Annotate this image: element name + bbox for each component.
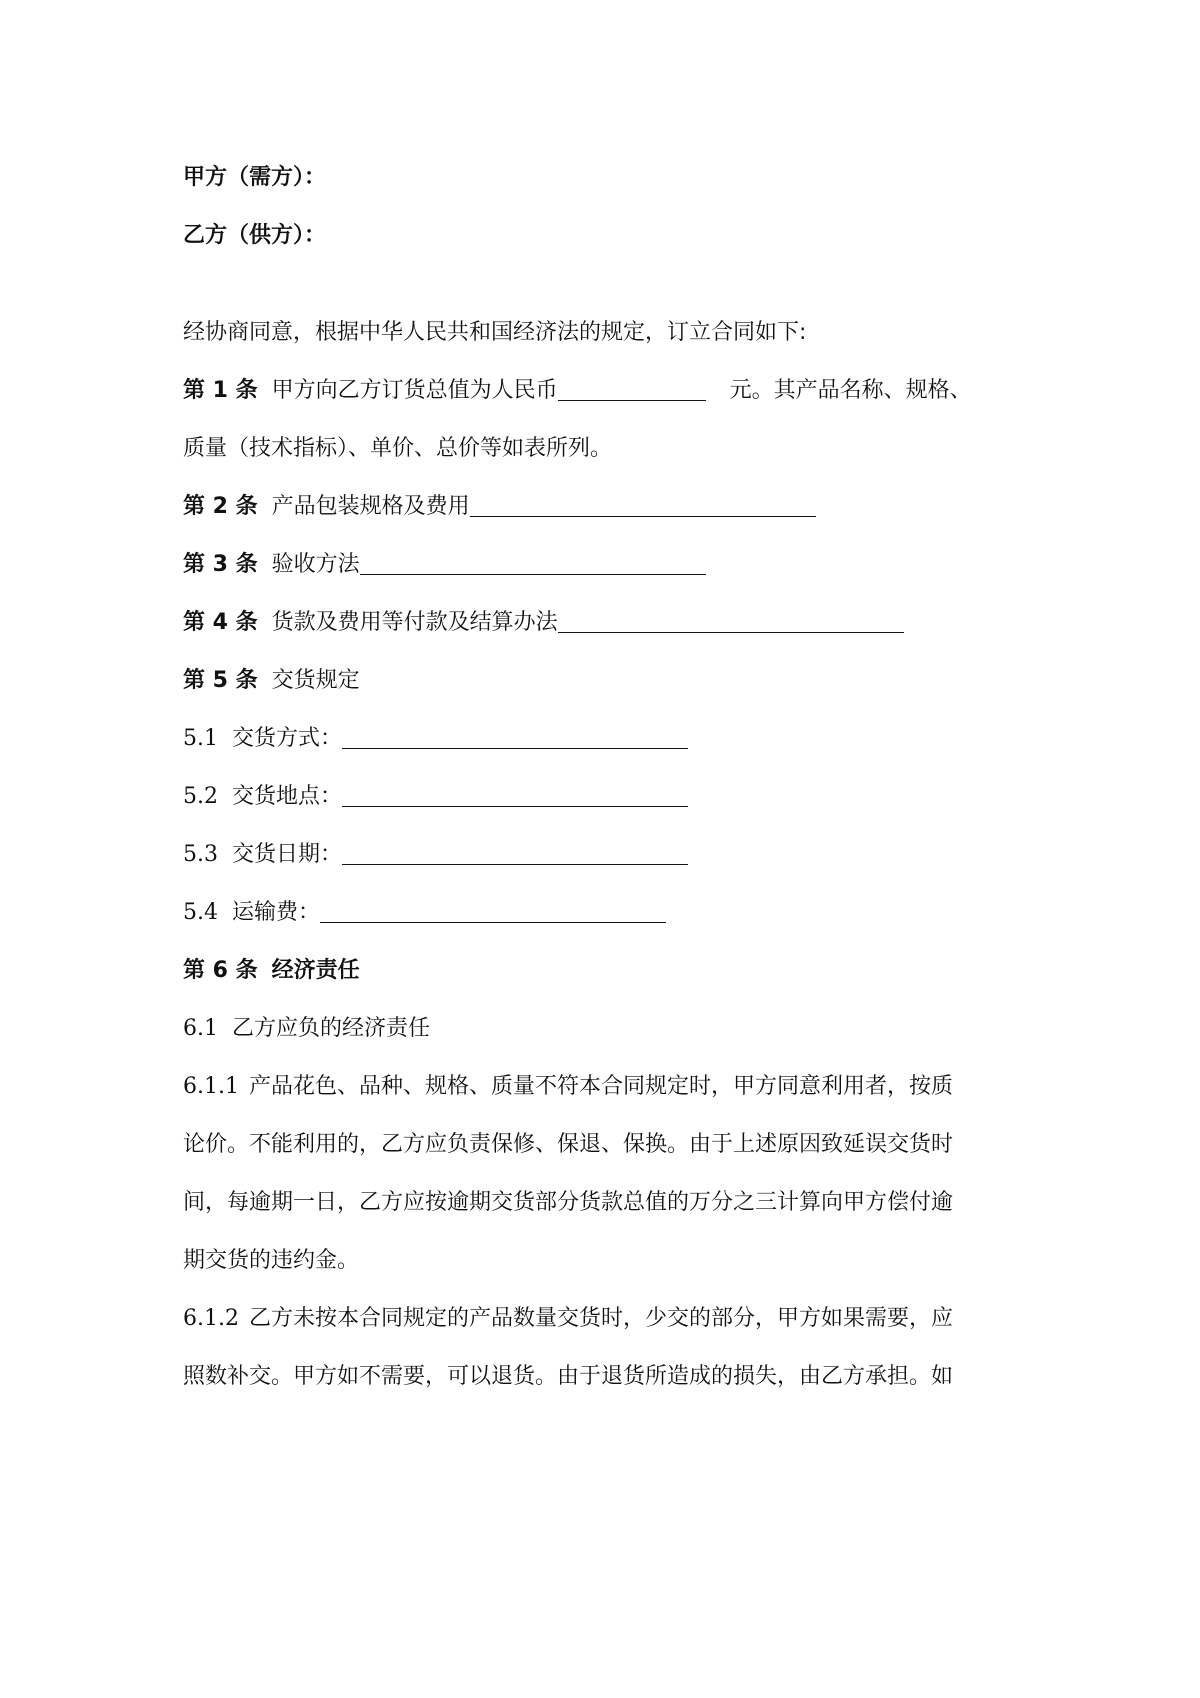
article-6-text: 经济责任 [271, 958, 360, 983]
inspection-method-blank[interactable] [360, 548, 706, 575]
article-5-label: 第 5 条 [183, 668, 258, 693]
delivery-date-label: 交货日期： [232, 842, 343, 867]
section-6-1-2-text: 乙方未按本合同规定的产品数量交货时，少交的部分，甲方如果需要，应 [248, 1306, 953, 1331]
article-3 [183, 545, 706, 585]
total-amount-blank[interactable] [558, 374, 706, 401]
shipping-fee [183, 893, 666, 933]
article-3-label: 第 3 条 [183, 552, 258, 577]
delivery-place-label: 交货地点： [232, 784, 343, 809]
shipping-fee-blank[interactable] [320, 896, 666, 923]
article-5 [183, 661, 360, 701]
article-4-label: 第 4 条 [183, 610, 258, 635]
article-2-label: 第 2 条 [183, 494, 258, 519]
seller-party-label: 乙方（供方）： [183, 223, 327, 248]
buyer-party-label: 甲方（需方）： [183, 165, 327, 190]
delivery-method-blank[interactable] [342, 722, 688, 749]
delivery-place-blank[interactable] [342, 780, 688, 807]
article-3-text: 验收方法 [271, 552, 360, 577]
shipping-fee-number: 5.4 [183, 900, 218, 925]
article-1-text-before: 甲方向乙方订货总值为人民币 [271, 378, 558, 403]
section-6-1-1-line: 论价。不能利用的，乙方应负责保修、保退、保换。由于上述原因致延误交货时 [183, 1132, 954, 1157]
delivery-place [183, 777, 688, 817]
article-1-text-after: 元。其产品名称、规格、 [729, 378, 972, 403]
article-6-label: 第 6 条 [183, 958, 258, 983]
delivery-method-label: 交货方式： [232, 726, 343, 751]
article-2-text: 产品包装规格及费用 [271, 494, 470, 519]
shipping-fee-label: 运输费： [232, 900, 321, 925]
section-6-1-2-line: 照数补交。甲方如不需要，可以退货。由于退货所造成的损失，由乙方承担。如 [183, 1364, 954, 1389]
section-6-1-2-number: 6.1.2 [183, 1306, 239, 1331]
section-6-1-1-line: 间，每逾期一日，乙方应按逾期交货部分货款总值的万分之三计算向甲方偿付逾 [183, 1190, 954, 1215]
article-1-continuation: 质量（技术指标）、单价、总价等如表所列。 [183, 436, 613, 461]
article-4-text: 货款及费用等付款及结算办法 [271, 610, 558, 635]
delivery-date-blank[interactable] [342, 838, 688, 865]
article-1 [183, 371, 972, 411]
section-6-1-1-line [183, 1067, 953, 1107]
intro-paragraph: 经协商同意，根据中华人民共和国经济法的规定，订立合同如下: [183, 320, 807, 345]
section-6-1-text: 乙方应负的经济责任 [232, 1016, 431, 1041]
section-6-1-1-text: 产品花色、品种、规格、质量不符本合同规定时，甲方同意利用者，按质 [248, 1074, 953, 1099]
section-6-1-2-line [183, 1299, 953, 1339]
article-5-text: 交货规定 [271, 668, 360, 693]
article-4 [183, 603, 904, 643]
section-6-1-1-number: 6.1.1 [183, 1074, 239, 1099]
delivery-method [183, 719, 688, 759]
article-2 [183, 487, 816, 527]
article-6 [183, 951, 360, 991]
article-1-label: 第 1 条 [183, 378, 258, 403]
delivery-place-number: 5.2 [183, 784, 218, 809]
section-6-1-1-line: 期交货的违约金。 [183, 1248, 360, 1273]
payment-method-blank[interactable] [558, 606, 904, 633]
packaging-blank[interactable] [470, 490, 816, 517]
delivery-date [183, 835, 688, 875]
delivery-date-number: 5.3 [183, 842, 218, 867]
delivery-method-number: 5.1 [183, 726, 218, 751]
section-6-1 [183, 1009, 430, 1049]
section-6-1-number: 6.1 [183, 1016, 218, 1041]
